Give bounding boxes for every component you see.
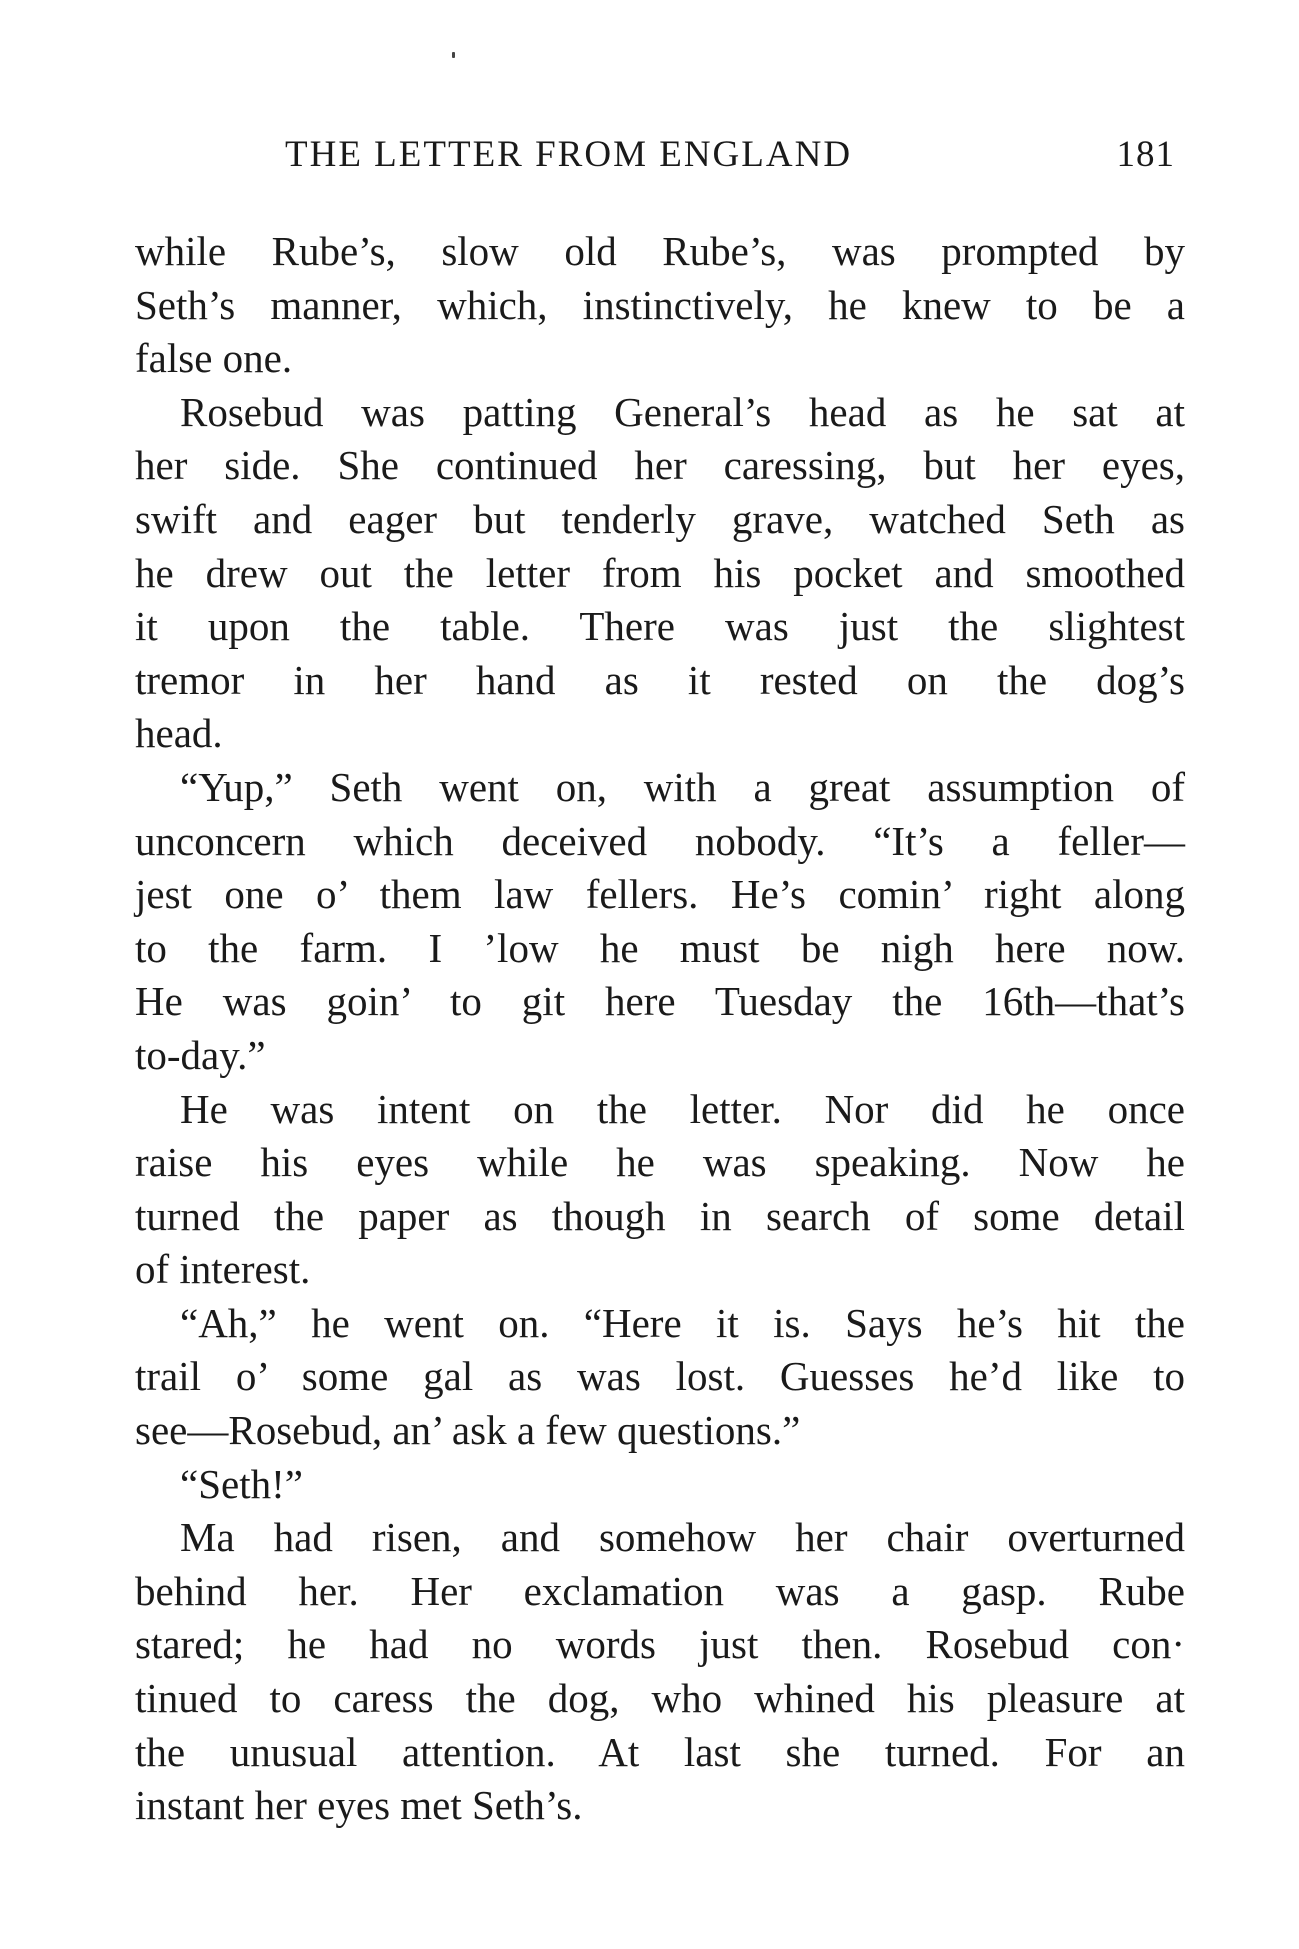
text-line: swift and eager but tenderly grave, watched Seth as bbox=[135, 495, 1185, 542]
text-line: trail o’ some gal as was lost. Guesses he’d like to bbox=[135, 1353, 1185, 1400]
text-line: to the farm. I ’low he must be nigh here now. bbox=[135, 924, 1185, 971]
text-line: the unusual attention. At last she turned. For an bbox=[135, 1728, 1185, 1775]
body-text bbox=[135, 225, 1185, 1833]
text-line: Ma had risen, and somehow her chair overturned bbox=[180, 1514, 1185, 1561]
text-line: see—Rosebud, an’ ask a few questions.” bbox=[135, 1407, 801, 1454]
page-number: 181 bbox=[1116, 134, 1175, 175]
text-line: while Rube’s, slow old Rube’s, was prompted by bbox=[135, 228, 1185, 274]
text-line: head. bbox=[135, 710, 223, 757]
text-line: “Ah,” he went on. “Here it is. Says he’s hit the bbox=[180, 1299, 1185, 1346]
text-line: He was goin’ to git here Tuesday the 16th—that’s bbox=[135, 978, 1185, 1025]
text-line: raise his eyes while he was speaking. Now he bbox=[135, 1139, 1185, 1186]
text-line: tinued to caress the dog, who whined his pleasure at bbox=[135, 1675, 1185, 1722]
text-line: “Yup,” Seth went on, with a great assumption of bbox=[180, 763, 1185, 810]
text-line: to-day.” bbox=[135, 1031, 266, 1078]
text-line: tremor in her hand as it rested on the dog’s bbox=[135, 656, 1185, 703]
text-line: behind her. Her exclamation was a gasp. Rube bbox=[135, 1567, 1185, 1614]
running-head bbox=[135, 130, 1185, 180]
text-line: false one. bbox=[135, 335, 293, 382]
chapter-title: THE LETTER FROM ENGLAND bbox=[285, 134, 853, 175]
text-line: he drew out the letter from his pocket and smoothed bbox=[135, 549, 1185, 596]
text-line: Rosebud was patting General’s head as he sat at bbox=[180, 388, 1185, 435]
text-line: it upon the table. There was just the slightest bbox=[135, 603, 1185, 650]
text-line: turned the paper as though in search of some detail bbox=[135, 1192, 1185, 1239]
text-line: “Seth!” bbox=[180, 1460, 303, 1507]
text-line: Seth’s manner, which, instinctively, he knew to be a bbox=[135, 281, 1185, 328]
text-line: of interest. bbox=[135, 1246, 311, 1293]
text-line: jest one o’ them law fellers. He’s comin’ right along bbox=[135, 871, 1185, 918]
text-line: instant her eyes met Seth’s. bbox=[135, 1782, 583, 1829]
text-line: He was intent on the letter. Nor did he once bbox=[180, 1085, 1185, 1132]
text-line: her side. She continued her caressing, but her eyes, bbox=[135, 442, 1185, 489]
print-speck bbox=[452, 52, 455, 58]
text-line: unconcern which deceived nobody. “It’s a feller— bbox=[135, 817, 1185, 864]
text-line: stared; he had no words just then. Rosebud con· bbox=[135, 1621, 1185, 1668]
